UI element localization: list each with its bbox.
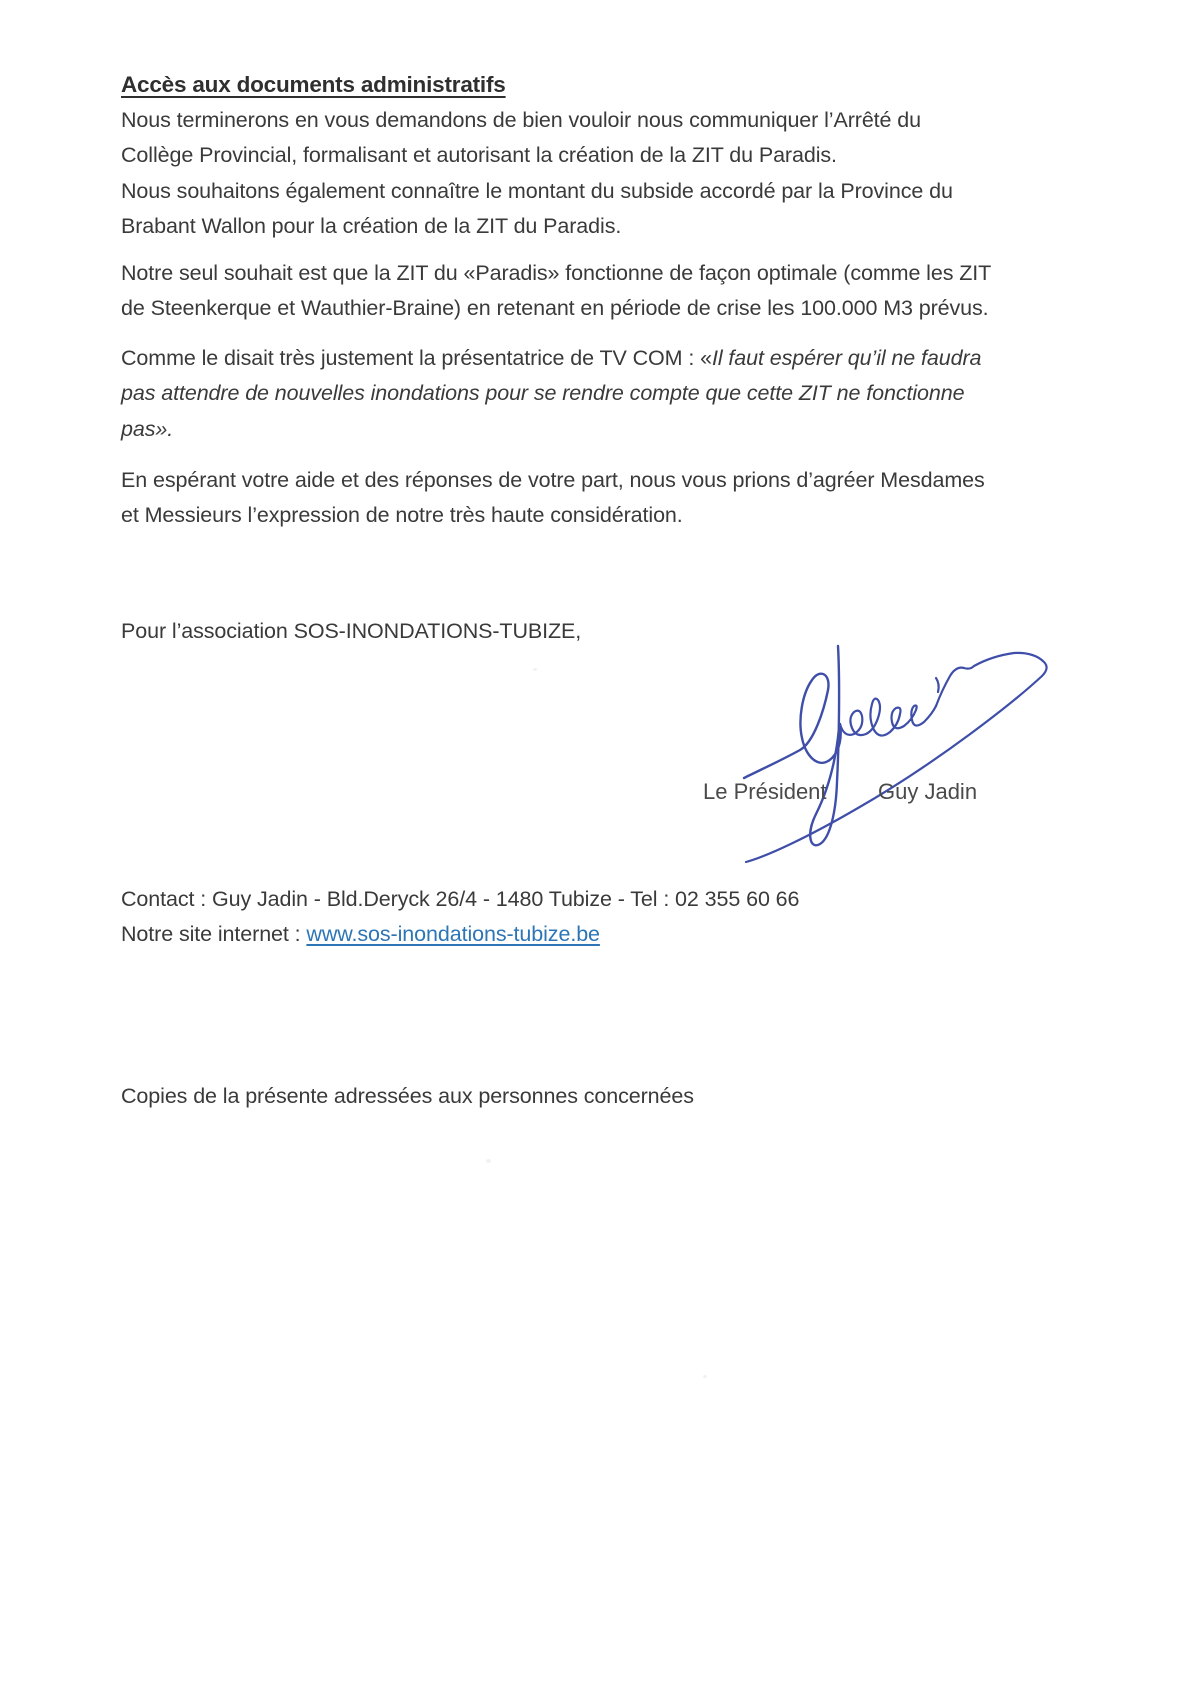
quote-italic-part: Il faut espérer qu’il ne faudra [711,346,982,370]
text-line: Nous souhaitons également connaître le montant du subside accordé par la Province du [121,178,953,203]
signer-role-label: Le Président [703,779,827,804]
section-heading: Accès aux documents administratifs [121,72,506,97]
copies-note: Copies de la présente adressées aux personnes concernées [121,1084,694,1108]
paragraph-zit-wish [121,256,991,327]
paragraph-tv-com-quote [121,341,981,447]
text-line: pas attendre de nouvelles inondations pour se rendre compte que cette ZIT ne fonctionne [121,381,965,406]
scan-speck [486,1159,491,1163]
scan-speck [533,668,537,671]
text-line: de Steenkerque et Wauthier-Braine) en retenant en période de crise les 100.000 M3 prévus. [121,296,989,321]
paragraph-documents-request [121,103,953,245]
text-line: En espérant votre aide et des réponses de votre part, nous vous prions d’agréer Mesdames [121,468,985,492]
text-line: Brabant Wallon pour la création de la ZIT du Paradis. [121,214,622,239]
association-line: Pour l’association SOS-INONDATIONS-TUBIZE, [121,619,582,643]
contact-block [121,882,799,953]
paragraph-closing-salutation [121,463,985,534]
text-line [121,341,981,376]
text-line: Notre seul souhait est que la ZIT du «Paradis» fonctionne de façon optimale (comme les ZIT [121,261,992,285]
text-line: pas». [121,416,174,441]
scan-speck [703,1375,707,1378]
signature-handwriting [698,612,1058,874]
text-line: Collège Provincial, formalisant et autorisant la création de la ZIT du Paradis. [121,143,837,168]
website-link[interactable]: www.sos-inondations-tubize.be [306,922,600,947]
website-line [121,917,799,952]
text-line: Nous terminerons en vous demandons de bien vouloir nous communiquer l’Arrêté du [121,108,921,132]
signer-name-label: Guy Jadin [878,779,978,804]
contact-line: Contact : Guy Jadin - Bld.Deryck 26/4 - 1480 Tubize - Tel : 02 355 60 66 [121,887,800,911]
quote-intro: Comme le disait très justement la présentatrice de TV COM : « [121,346,712,370]
text-line: et Messieurs l’expression de notre très haute considération. [121,503,683,528]
website-label: Notre site internet : [121,922,307,947]
